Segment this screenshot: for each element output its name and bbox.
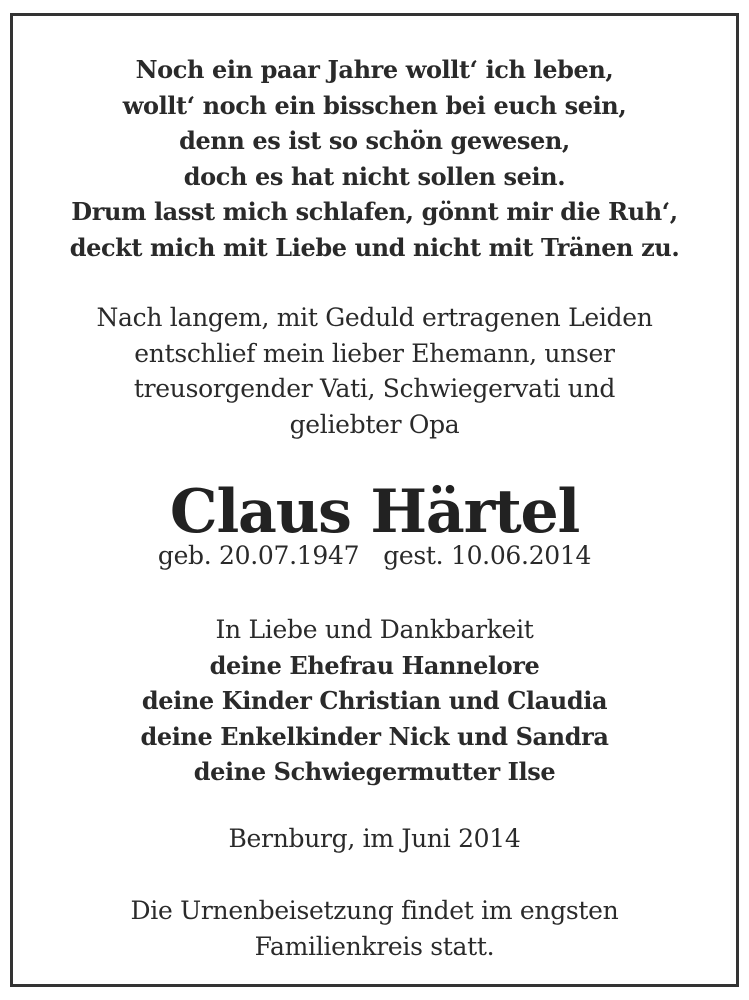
poem-line: wollt‘ noch ein bisschen bei euch sein, bbox=[122, 90, 627, 120]
death-announcement-text bbox=[13, 300, 736, 442]
mourner-line: deine Ehefrau Hannelore bbox=[209, 650, 540, 680]
poem-line: deckt mich mit Liebe und nicht mit Tränen zu. bbox=[69, 232, 680, 262]
obituary-frame bbox=[10, 13, 739, 987]
poem bbox=[13, 52, 736, 265]
mourners-block bbox=[13, 612, 736, 790]
funeral-note bbox=[13, 893, 736, 964]
poem-line: Drum lasst mich schlafen, gönnt mir die Ruh‘, bbox=[71, 197, 678, 226]
funeral-note-line: Die Urnenbeisetzung findet im engsten bbox=[130, 896, 619, 925]
life-dates bbox=[13, 539, 736, 573]
poem-line: doch es hat nicht sollen sein. bbox=[183, 161, 566, 191]
death-date: gest. 10.06.2014 bbox=[383, 541, 592, 570]
deceased-name: Claus Härtel bbox=[169, 477, 580, 547]
intro-line: treusorgender Vati, Schwiegervati und bbox=[133, 374, 616, 403]
funeral-note-line: Familienkreis statt. bbox=[254, 931, 495, 961]
mourner-line: deine Enkelkinder Nick und Sandra bbox=[140, 721, 609, 751]
mourner-line: deine Kinder Christian und Claudia bbox=[141, 686, 608, 715]
birth-date: geb. 20.07.1947 bbox=[157, 541, 360, 570]
poem-line: Noch ein paar Jahre wollt‘ ich leben, bbox=[135, 55, 614, 84]
intro-line: entschlief mein lieber Ehemann, unser bbox=[134, 338, 615, 368]
poem-line: denn es ist so schön gewesen, bbox=[179, 126, 570, 155]
intro-line: Nach langem, mit Geduld ertragenen Leiden bbox=[96, 303, 653, 332]
mourners-heading: In Liebe und Dankbarkeit bbox=[215, 615, 534, 644]
place-and-date: Bernburg, im Juni 2014 bbox=[228, 824, 521, 853]
mourner-line: deine Schwiegermutter Ilse bbox=[193, 757, 556, 786]
intro-line: geliebter Opa bbox=[289, 409, 460, 439]
